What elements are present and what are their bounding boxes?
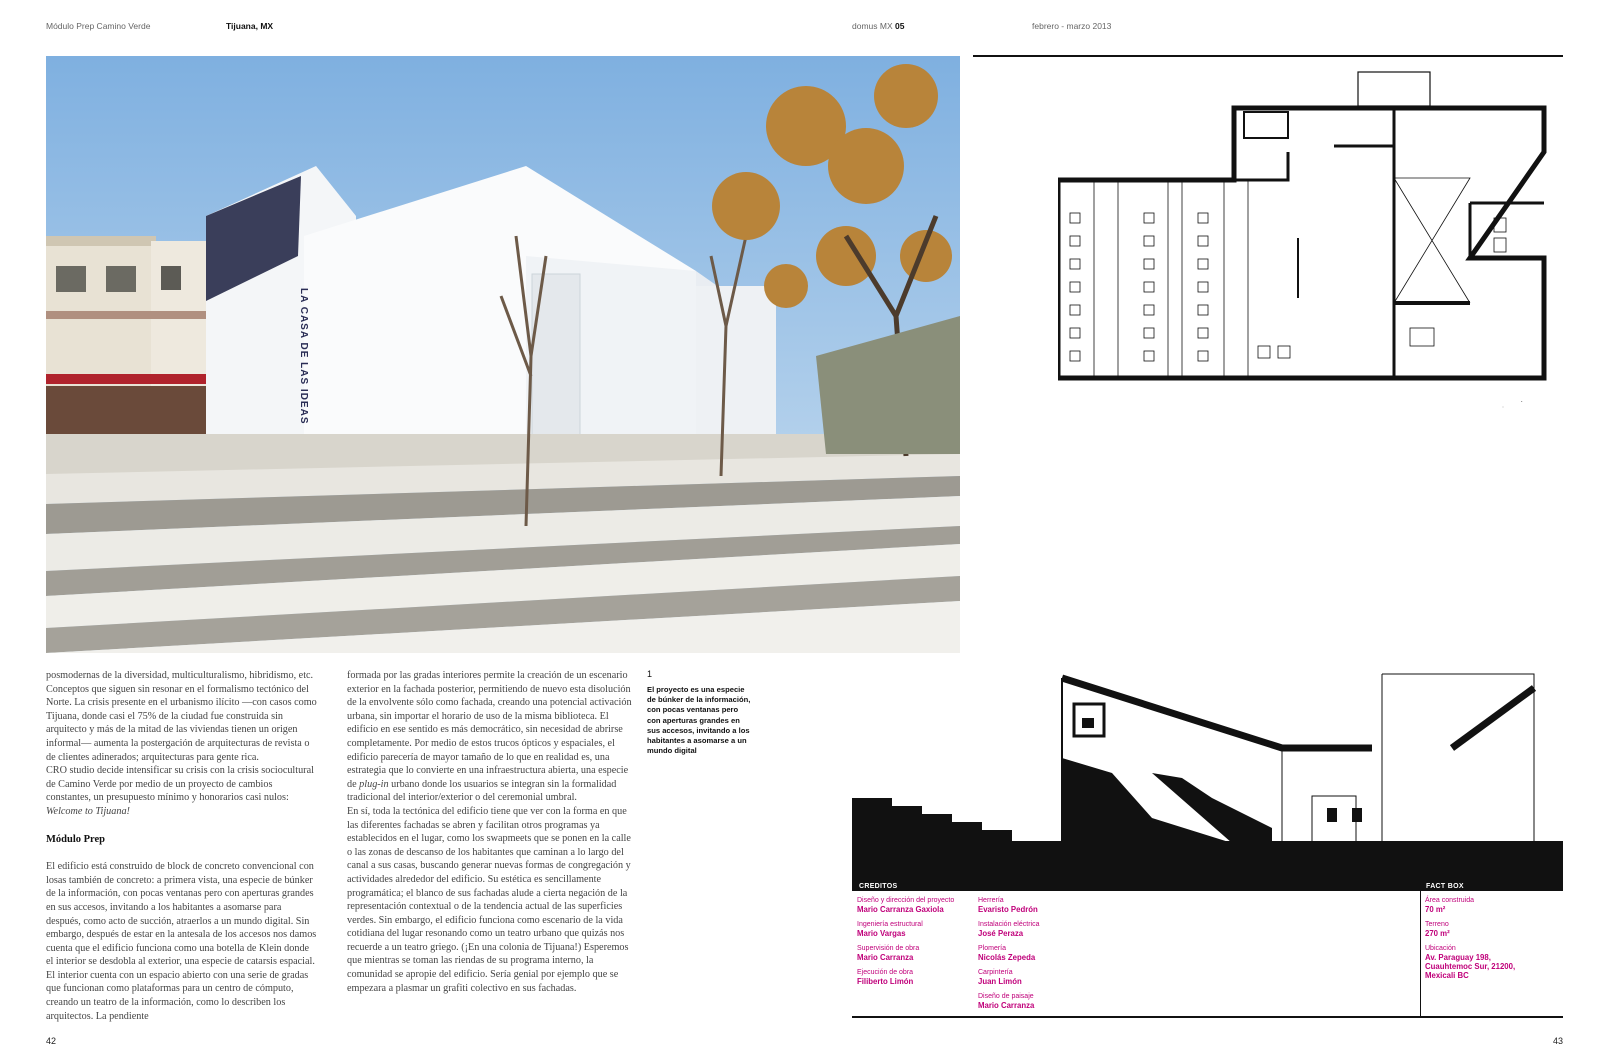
factbox-label: FACT BOX — [1423, 883, 1467, 891]
subheading: Módulo Prep — [46, 833, 106, 845]
magazine-prefix: domus MX — [852, 21, 893, 31]
magazine-name — [852, 21, 904, 31]
emphasis: plug-in — [359, 778, 389, 790]
fact-role: Área construida — [1425, 897, 1475, 904]
credit-name: Nicolás Zepeda — [978, 953, 1036, 962]
top-rule — [973, 55, 1563, 57]
paragraph-text: formada por las gradas interiores permite la creación de un escenario exterior en la fachada posterior, permitiendo de nuevo esta disolución de la envolvente sólo como fachada, creando una potencial activación urbana, sin importar el horario de uso de la misma biblioteca. El edificio en ese sentido es más democrático, sin necesidad de abrirse completamente. Por medio de estos trucos ópticos y espaciales, el edificio parecería de mayor tamaño de lo que en realidad es, una estrategia que lo convierte en una infraestructura abierta, una especie de — [347, 670, 632, 790]
page-number-left: 42 — [46, 1036, 57, 1046]
building-sign: LA CASA DE LAS IDEAS — [298, 288, 309, 425]
credit-item — [978, 921, 1128, 938]
credit-role: Diseño y dirección del proyecto — [857, 897, 955, 904]
credits-column-2 — [978, 897, 1128, 1017]
issue-date: febrero - marzo 2013 — [1032, 21, 1112, 31]
magazine-issue: 05 — [895, 21, 905, 31]
fact-value: Av. Paraguay 198, Cuauhtemoc Sur, 21200, Mexicali BC — [1425, 953, 1516, 980]
floor-plan-drawing — [1058, 68, 1553, 403]
credit-name: Juan Limón — [978, 977, 1022, 986]
credit-role: Carpintería — [978, 969, 1013, 976]
credit-name: Mario Vargas — [857, 929, 906, 938]
body-column-2 — [347, 669, 632, 995]
credit-role: Herrería — [978, 897, 1004, 904]
credit-role: Instalación eléctrica — [978, 921, 1040, 928]
emphasis: Welcome to Tijuana! — [46, 805, 130, 817]
credit-name: Evaristo Pedrón — [978, 905, 1038, 914]
paragraph — [347, 669, 632, 805]
credit-name: Mario Carranza Gaxiola — [857, 905, 944, 914]
credit-role: Ejecución de obra — [857, 969, 914, 976]
section-drawing — [852, 668, 1563, 888]
credit-role: Supervisión de obra — [857, 945, 920, 952]
paragraph-text: urbano donde los usuarios se integran sin la formalidad tradicional del interior/exterior o del ceremonial umbral. — [347, 778, 617, 804]
fact-value: 270 m² — [1425, 929, 1450, 938]
paragraph — [46, 764, 318, 818]
paragraph: El edificio está construido de block de concreto convencional con losas también de concreto: a primera vista, una especie de búnker de la información, con pocas ventanas pero con aperturas grandes en sus accesos, invitando a los habitantes a asomarse para después, como acto de succión, atraerlos a un mundo digital. Sin embargo, después de estar en la antesala de los accesos nos damos cuenta que el edificio funciona como una botella de Klein donde el interior se desdobla al exterior, una especie de catarsis espacial. El interior cuenta con un espacio abierto con una serie de gradas que funcionan como plataformas para un centro de cómputo, creando un teatro de la información, como lo describen los arquitectos. La pendiente — [46, 861, 317, 1022]
credit-name: Filiberto Limón — [857, 977, 914, 986]
running-title: Módulo Prep Camino Verde — [46, 21, 151, 31]
credit-role: Ingeniería estructural — [857, 921, 923, 928]
fact-item — [1425, 921, 1530, 938]
credit-name: Mario Carranza — [857, 953, 914, 962]
credits-bottom-rule — [852, 1016, 1563, 1018]
location-label: Tijuana, MX — [226, 21, 274, 31]
paragraph: posmodernas de la diversidad, multiculturalismo, hibridismo, etc. Conceptos que siguen sin resonar en el formalismo tectónico del Norte. La crisis presente en el urbanismo ilícito —con casos como Tijuana, donde casi el 75% de la ciudad fue construida sin arquitecto y más de la mitad de las viviendas tienen un origen informal— aumenta la postergación de arquitecturas de revista o de clientes adinerados; arquitecturas para gente rica. — [46, 670, 317, 763]
building-photo — [46, 56, 960, 653]
factbox-divider — [1420, 891, 1421, 1016]
credit-item — [978, 993, 1128, 1010]
running-location — [226, 21, 273, 31]
fact-item — [1425, 897, 1530, 914]
credit-item — [978, 969, 1128, 986]
fact-item — [1425, 945, 1530, 980]
fact-role: Terreno — [1425, 921, 1449, 928]
page-number-right: 43 — [1553, 1036, 1564, 1046]
caption-number: 1 — [647, 669, 653, 679]
paragraph-text: CRO studio decide intensificar su crisis con la crisis sociocultural de Camino Verde por medio de un proyecto de cambios constantes, un presupuesto mínimo y honorarios casi nulos: — [46, 765, 314, 804]
credit-item — [978, 945, 1128, 962]
credit-role: Plomería — [978, 945, 1007, 952]
credit-role: Diseño de paisaje — [978, 993, 1034, 1000]
fact-role: Ubicación — [1425, 945, 1456, 952]
body-column-1 — [46, 669, 318, 1023]
factbox-column — [1425, 897, 1530, 987]
credit-name: Mario Carranza — [978, 1001, 1035, 1010]
credit-name: José Peraza — [978, 929, 1024, 938]
credits-label: CREDITOS — [856, 883, 900, 891]
fact-value: 70 m² — [1425, 905, 1446, 914]
paragraph: En sí, toda la tectónica del edificio tiene que ver con la forma en que las diferentes fachadas se abren y facilitan otros programas ya establecidos en el lugar, como los swapmeets que se ponen en la calle o las zonas de descanso de los habitantes que caminan a lo largo del canal a sus casas, buscando generar nuevas formas de congregación y actividades alrededor del edificio. Su estética es sencillamente programática; el blanco de sus fachadas alude a cierta negación de la representación contextual o de la tendencia actual de las superficies verdes. Sin embargo, el edificio funciona como escenario de la vida cotidiana del lugar resonando como un teatro urbano que quizás nos recuerde a un teatro griego. (¡En una colonia de Tijuana!) Esperemos que mientras se toman las riendas de su programa interno, la comunidad se apropie del edificio. Sería genial por ejemplo que se empezara a plasmar un grafiti colectivo en sus fachadas. — [347, 805, 631, 994]
credit-item — [978, 897, 1128, 914]
scale-marks: ˌ ˊ — [1502, 402, 1523, 408]
photo-caption: El proyecto es una especie de búnker de la información, con pocas ventanas pero con aperturas grandes en sus accesos, invitando a los habitantes a asomarse a un mundo digital — [647, 685, 751, 756]
